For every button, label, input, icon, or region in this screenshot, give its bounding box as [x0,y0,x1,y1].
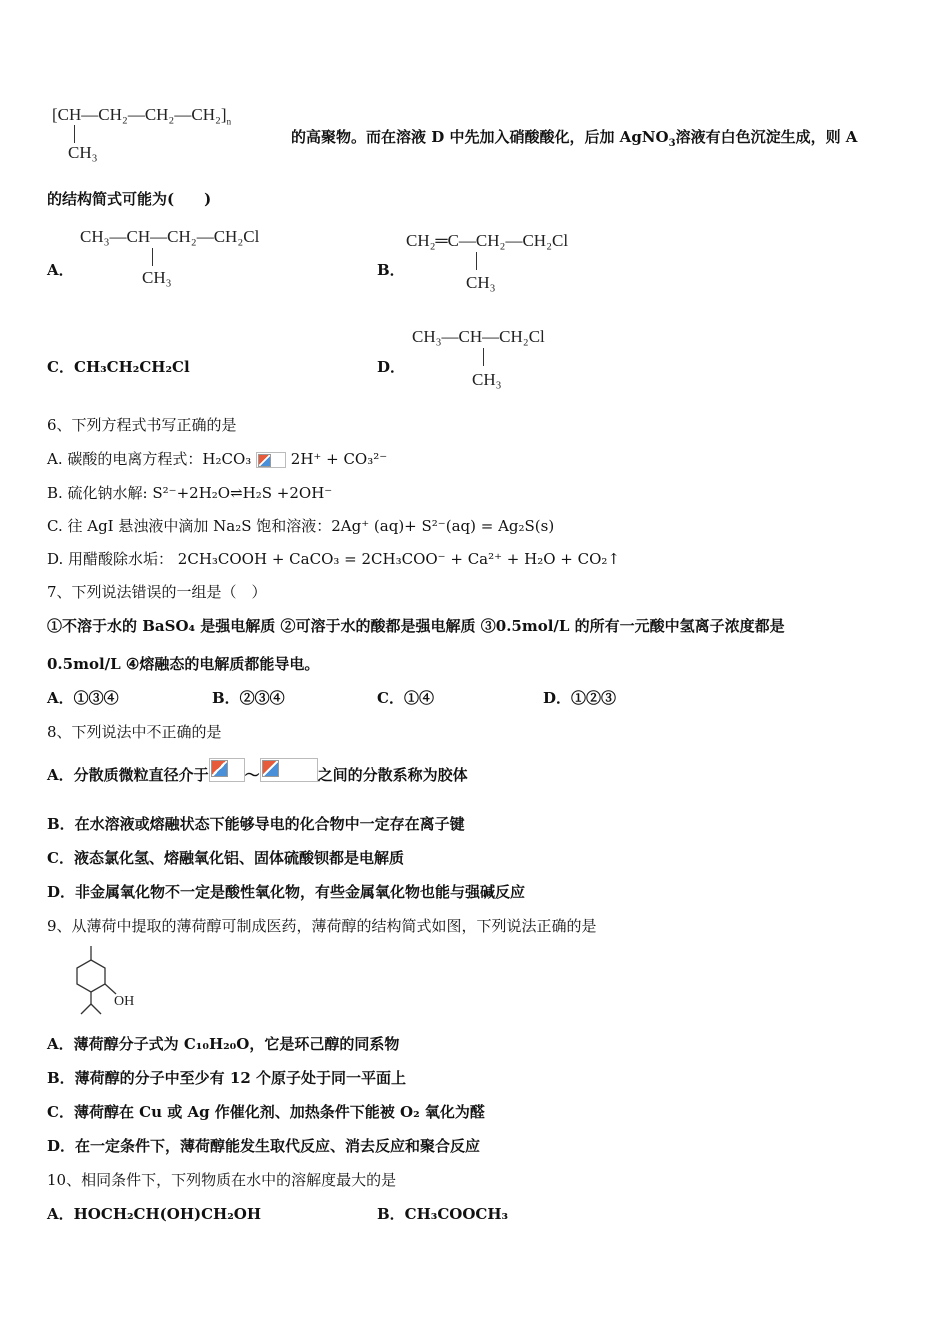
q5-option-a-bond [152,248,153,266]
q8-option-c: C．液态氯化氢、熔融氧化铝、固体硫酸钡都是电解质 [47,849,404,867]
polymer-top: [CH—CH₂—CH₂—CH₂] [52,105,227,124]
q7-option-b: B．②③④ [212,689,285,707]
q6-option-a [47,449,387,469]
q6-a-post: 2H⁺ + CO₃²⁻ [286,450,388,468]
q5-option-a-formula: CH₃—CH—CH₂—CH₂Cl [80,227,260,246]
q8-a-pre: A．分散质微粒直径介于 [47,766,209,784]
q6-option-c: C. 往 AgI 悬浊液中滴加 Na₂S 饱和溶液：2Ag⁺ (aq)+ S²⁻(aq) = Ag₂S(s) [47,517,555,535]
q5-option-a-label: A． [47,261,74,279]
q7-option-a: A．①③④ [47,689,119,707]
q9-option-c: C．薄荷醇在 Cu 或 Ag 作催化剂、加热条件下能被 O₂ 氧化为醛 [47,1103,485,1121]
menthol-structure [64,942,184,1022]
polymer-sub: CH₃ [68,143,98,162]
q5-option-b-formula: CH₂═C—CH₂—CH₂Cl [406,231,569,250]
broken-image-icon [209,758,245,782]
q5-option-b-sub: CH₃ [466,273,496,292]
q5-option-d-formula: CH₃—CH—CH₂Cl [412,327,545,346]
q8-a-post: 之间的分散系称为胶体 [317,766,468,784]
q5-option-d-label: D． [377,358,406,376]
q5-line1-sub: 3 [668,138,676,149]
q7-line1: ①不溶于水的 BaSO₄ 是强电解质 ②可溶于水的酸都是强电解质 ③0.5mol/L 的所有一元酸中氢离子浓度都是 [47,617,785,635]
q5-option-c-label: C． [47,358,74,376]
q10-option-b: B．CH₃COOCH₃ [377,1205,509,1223]
q5-line1-end: 溶液有白色沉淀生成，则 A [675,128,858,146]
q7-title: 7、下列说法错误的一组是（ ） [47,583,267,601]
q5-option-c-formula: CH₃CH₂CH₂Cl [74,358,190,376]
q5-line1-main: 的高聚物。而在溶液 D 中先加入硝酸酸化，后加 AgNO [291,128,669,146]
q8-option-d: D．非金属氧化物不一定是酸性氧化物，有些金属氧化物也能与强碱反应 [47,883,526,901]
q8-a-tilde: ～ [244,766,260,784]
q7-line2: 0.5mol/L ④熔融态的电解质都能导电。 [47,655,320,673]
q5-text-line2: 的结构简式可能为( ) [47,190,212,208]
q6-option-d: D. 用醋酸除水垢： 2CH₃COOH + CaCO₃ = 2CH₃COO⁻ + Ca²⁺ + H₂O + CO₂↑ [47,550,620,568]
polymer-bond [74,125,75,143]
q5-option-b-label: B． [377,261,405,279]
q8-option-a [47,760,468,790]
broken-image-icon [256,452,286,468]
broken-image-icon [260,758,318,782]
q9-option-b: B．薄荷醇的分子中至少有 12 个原子处于同一平面上 [47,1069,406,1087]
polymer-formula [52,104,231,126]
q9-option-d: D．在一定条件下，薄荷醇能发生取代反应、消去反应和聚合反应 [47,1137,481,1155]
q9-option-a: A．薄荷醇分子式为 C₁₀H₂₀O，它是环己醇的同系物 [47,1035,400,1053]
q6-title: 6、下列方程式书写正确的是 [47,416,237,434]
q6-a-pre: A. 碳酸的电离方程式：H₂CO₃ [47,450,257,468]
q8-option-b: B．在水溶液或熔融状态下能够导电的化合物中一定存在离子键 [47,815,465,833]
q5-option-d-bond [483,348,484,366]
q5-option-d-sub: CH₃ [472,370,502,389]
q5-option-b-bond [476,252,477,270]
menthol-oh-label: OH [114,994,135,1009]
q7-option-d: D．①②③ [543,689,617,707]
q6-option-b: B. 硫化钠水解: S²⁻+2H₂O⇌H₂S +2OH⁻ [47,484,333,502]
polymer-n: n [226,116,232,127]
q9-title: 9、从薄荷中提取的薄荷醇可制成医药，薄荷醇的结构简式如图，下列说法正确的是 [47,917,597,935]
q8-title: 8、下列说法中不正确的是 [47,723,222,741]
q5-text-line1 [291,127,857,147]
q5-option-a-sub: CH₃ [142,268,172,287]
q10-option-a: A．HOCH₂CH(OH)CH₂OH [47,1205,262,1223]
q10-title: 10、相同条件下，下列物质在水中的溶解度最大的是 [47,1171,397,1189]
q7-option-c: C．①④ [377,689,434,707]
